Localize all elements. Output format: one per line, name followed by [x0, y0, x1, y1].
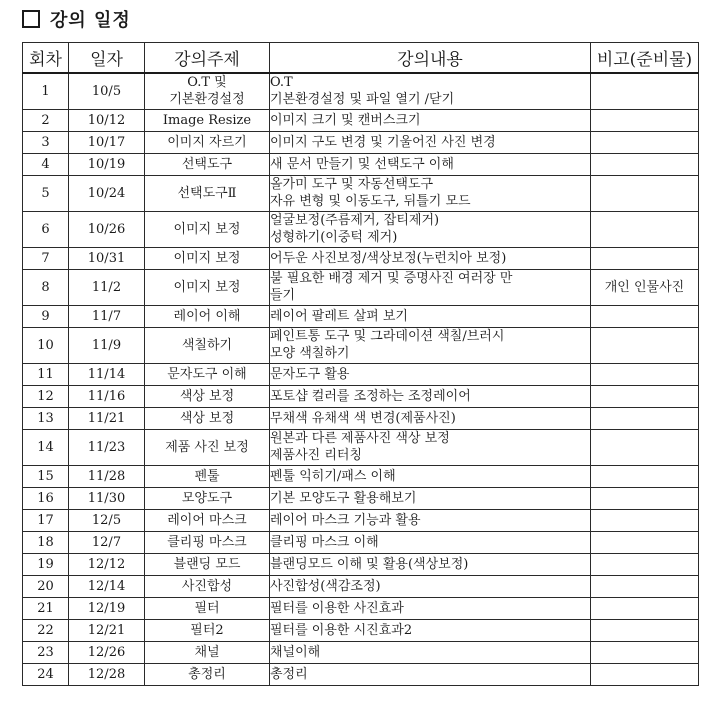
table-row [23, 247, 699, 269]
cell-topic [145, 619, 270, 641]
table-row [23, 211, 699, 247]
topic-line: 클리핑 마스크 [167, 534, 247, 550]
table-row [23, 269, 699, 305]
cell-date: 10/5 [69, 73, 145, 109]
header-content: 강의내용 [270, 43, 591, 74]
content-line: 들기 [270, 288, 296, 303]
cell-date: 12/19 [69, 597, 145, 619]
content-line: 제품사진 리터칭 [270, 448, 363, 463]
cell-note [591, 109, 699, 131]
cell-note [591, 619, 699, 641]
table-row [23, 305, 699, 327]
cell-topic [145, 131, 270, 153]
topic-line: 이미지 보정 [173, 279, 241, 295]
cell-content [270, 429, 591, 465]
content-line: 펜툴 익히기/패스 이해 [270, 468, 396, 484]
cell-session: 19 [23, 553, 69, 575]
content-line: 레이어 팔레트 살펴 보기 [270, 308, 408, 324]
content-line: 이미지 구도 변경 및 기울어진 사진 변경 [270, 134, 496, 150]
cell-topic [145, 487, 270, 509]
table-row [23, 73, 699, 109]
topic-line: 기본환경설정 [169, 92, 245, 108]
cell-content [270, 597, 591, 619]
content-line: 기본환경설정 및 파일 열기 /닫기 [270, 92, 455, 108]
cell-session: 2 [23, 109, 69, 131]
cell-date: 10/31 [69, 247, 145, 269]
table-row [23, 327, 699, 363]
checkbox-square-icon [22, 10, 40, 28]
cell-content [270, 509, 591, 531]
cell-topic [145, 531, 270, 553]
table-row [23, 175, 699, 211]
cell-session: 13 [23, 407, 69, 429]
cell-date: 11/2 [69, 269, 145, 305]
cell-topic [145, 175, 270, 211]
cell-content [270, 153, 591, 175]
content-line: 사진합성(색감조정) [270, 578, 381, 594]
cell-note [591, 641, 699, 663]
cell-date: 10/24 [69, 175, 145, 211]
table-row [23, 109, 699, 131]
cell-date: 10/19 [69, 153, 145, 175]
table-body [23, 73, 699, 685]
table-row [23, 663, 699, 685]
header-topic: 강의주제 [145, 43, 270, 74]
topic-line: 이미지 보정 [173, 250, 241, 266]
table-row [23, 553, 699, 575]
cell-topic [145, 663, 270, 685]
cell-date: 10/12 [69, 109, 145, 131]
cell-session: 6 [23, 211, 69, 247]
topic-line: 색상 보정 [179, 388, 235, 404]
cell-session: 3 [23, 131, 69, 153]
table-row [23, 641, 699, 663]
cell-content [270, 531, 591, 553]
cell-content [270, 363, 591, 385]
cell-content [270, 641, 591, 663]
topic-line: 총정리 [188, 666, 226, 682]
cell-content [270, 305, 591, 327]
cell-content [270, 131, 591, 153]
cell-date: 11/7 [69, 305, 145, 327]
cell-topic [145, 305, 270, 327]
header-session: 회차 [23, 43, 69, 74]
cell-session: 8 [23, 269, 69, 305]
cell-note [591, 487, 699, 509]
cell-note [591, 73, 699, 109]
topic-line: 블랜딩 모드 [173, 556, 241, 572]
cell-date: 12/26 [69, 641, 145, 663]
cell-content [270, 619, 591, 641]
cell-session: 16 [23, 487, 69, 509]
table-row [23, 531, 699, 553]
cell-content [270, 175, 591, 211]
table-row [23, 575, 699, 597]
topic-line: 문자도구 이해 [167, 366, 247, 382]
cell-topic [145, 575, 270, 597]
topic-line: 채널 [194, 644, 220, 660]
cell-session: 20 [23, 575, 69, 597]
cell-note [591, 327, 699, 363]
cell-topic [145, 73, 270, 109]
header-note: 비고(준비물) [591, 43, 699, 74]
topic-line: 사진합성 [181, 578, 233, 594]
cell-topic [145, 153, 270, 175]
cell-note [591, 407, 699, 429]
content-line: 문자도구 활용 [270, 366, 350, 382]
content-line: 채널이해 [270, 644, 321, 660]
table-row [23, 597, 699, 619]
cell-topic [145, 597, 270, 619]
topic-line: 필터2 [190, 622, 224, 638]
table-row [23, 385, 699, 407]
cell-content [270, 211, 591, 247]
topic-line: 레이어 마스크 [167, 512, 247, 528]
topic-line: 선택도구Ⅱ [177, 185, 237, 201]
topic-line: 색상 보정 [179, 410, 235, 426]
table-row [23, 363, 699, 385]
table-row [23, 407, 699, 429]
table-row [23, 429, 699, 465]
table-header [23, 43, 699, 74]
table-row [23, 131, 699, 153]
cell-date: 10/26 [69, 211, 145, 247]
cell-content [270, 109, 591, 131]
cell-note [591, 385, 699, 407]
topic-line: O.T 및 [187, 75, 227, 91]
cell-session: 22 [23, 619, 69, 641]
content-line: 새 문서 만들기 및 선택도구 이해 [270, 156, 454, 172]
topic-line: 이미지 자르기 [167, 134, 247, 150]
content-line: 원본과 다른 제품사진 색상 보정 [270, 431, 450, 446]
topic-line: Image Resize [162, 112, 252, 128]
cell-content [270, 73, 591, 109]
cell-topic [145, 109, 270, 131]
content-line: 어두운 사진보정/색상보정(누런치아 보정) [270, 250, 507, 266]
cell-session: 11 [23, 363, 69, 385]
cell-topic [145, 385, 270, 407]
cell-session: 9 [23, 305, 69, 327]
content-line: O.T [270, 75, 293, 91]
content-line: 클리핑 마스크 이해 [270, 534, 379, 550]
cell-note: 개인 인물사진 [591, 269, 699, 305]
cell-session: 21 [23, 597, 69, 619]
content-line: 필터를 이용한 사진효과 [270, 600, 404, 616]
cell-session: 5 [23, 175, 69, 211]
cell-date: 11/14 [69, 363, 145, 385]
content-line: 포토샵 컬러를 조정하는 조정레이어 [270, 388, 471, 404]
cell-date: 10/17 [69, 131, 145, 153]
content-line: 불 필요한 배경 제거 및 증명사진 여러장 만 [270, 271, 513, 286]
cell-session: 14 [23, 429, 69, 465]
topic-line: 색칠하기 [181, 337, 233, 353]
cell-session: 15 [23, 465, 69, 487]
cell-content [270, 465, 591, 487]
cell-note [591, 531, 699, 553]
cell-date: 12/14 [69, 575, 145, 597]
cell-topic [145, 429, 270, 465]
content-line: 총정리 [270, 666, 308, 682]
cell-note [591, 465, 699, 487]
cell-date: 12/5 [69, 509, 145, 531]
content-line: 성형하기(이중턱 제거) [270, 230, 398, 245]
cell-topic [145, 327, 270, 363]
cell-content [270, 407, 591, 429]
cell-note [591, 305, 699, 327]
cell-topic [145, 553, 270, 575]
topic-line: 이미지 보정 [173, 221, 241, 237]
content-line: 이미지 크기 및 캔버스크기 [270, 112, 421, 128]
cell-session: 24 [23, 663, 69, 685]
cell-date: 11/30 [69, 487, 145, 509]
topic-line: 모양도구 [181, 490, 233, 506]
cell-content [270, 247, 591, 269]
content-line: 무채색 유채색 색 변경(제품사진) [270, 410, 456, 426]
cell-note [591, 131, 699, 153]
cell-topic [145, 269, 270, 305]
topic-line: 필터 [194, 600, 220, 616]
table-row [23, 619, 699, 641]
topic-line: 펜툴 [194, 468, 220, 484]
cell-session: 10 [23, 327, 69, 363]
cell-topic [145, 211, 270, 247]
topic-line: 선택도구 [181, 156, 233, 172]
table-row [23, 487, 699, 509]
cell-content [270, 269, 591, 305]
cell-note [591, 363, 699, 385]
content-line: 얼굴보정(주름제거, 잡티제거) [270, 213, 440, 228]
cell-session: 18 [23, 531, 69, 553]
section-title [22, 6, 131, 32]
table-row [23, 465, 699, 487]
cell-session: 23 [23, 641, 69, 663]
topic-line: 제품 사진 보정 [165, 439, 249, 455]
cell-topic [145, 509, 270, 531]
cell-topic [145, 363, 270, 385]
content-line: 페인트통 도구 및 그라데이션 색칠/브러시 [270, 329, 505, 344]
content-line: 레이어 마스크 기능과 활용 [270, 512, 421, 528]
cell-note [591, 211, 699, 247]
cell-note [591, 247, 699, 269]
cell-date: 12/12 [69, 553, 145, 575]
cell-note [591, 509, 699, 531]
table-row [23, 153, 699, 175]
table-row [23, 509, 699, 531]
cell-content [270, 553, 591, 575]
cell-topic [145, 465, 270, 487]
content-line: 블랜딩모드 이해 및 활용(색상보정) [270, 556, 469, 572]
content-line: 필터를 이용한 시진효과2 [270, 622, 413, 638]
cell-date: 11/16 [69, 385, 145, 407]
topic-line: 레이어 이해 [173, 308, 241, 324]
content-line: 기본 모양도구 활용해보기 [270, 490, 417, 506]
content-line: 올가미 도구 및 자동선택도구 [270, 177, 434, 192]
cell-note [591, 663, 699, 685]
cell-date: 12/28 [69, 663, 145, 685]
cell-content [270, 575, 591, 597]
cell-date: 12/21 [69, 619, 145, 641]
cell-session: 17 [23, 509, 69, 531]
cell-topic [145, 407, 270, 429]
cell-date: 11/23 [69, 429, 145, 465]
cell-date: 11/28 [69, 465, 145, 487]
cell-topic [145, 247, 270, 269]
cell-note [591, 175, 699, 211]
cell-date: 12/7 [69, 531, 145, 553]
cell-note [591, 597, 699, 619]
cell-content [270, 327, 591, 363]
cell-date: 11/9 [69, 327, 145, 363]
cell-date: 11/21 [69, 407, 145, 429]
schedule-table [22, 42, 699, 686]
cell-note [591, 575, 699, 597]
header-date: 일자 [69, 43, 145, 74]
content-line: 자유 변형 및 이동도구, 뒤틀기 모드 [270, 194, 471, 209]
cell-session: 1 [23, 73, 69, 109]
cell-note [591, 429, 699, 465]
cell-note [591, 153, 699, 175]
section-title-text: 강의 일정 [50, 10, 131, 31]
cell-topic [145, 641, 270, 663]
cell-content [270, 663, 591, 685]
cell-content [270, 385, 591, 407]
cell-content [270, 487, 591, 509]
cell-note [591, 553, 699, 575]
cell-session: 7 [23, 247, 69, 269]
cell-session: 12 [23, 385, 69, 407]
content-line: 모양 색칠하기 [270, 346, 350, 361]
cell-session: 4 [23, 153, 69, 175]
